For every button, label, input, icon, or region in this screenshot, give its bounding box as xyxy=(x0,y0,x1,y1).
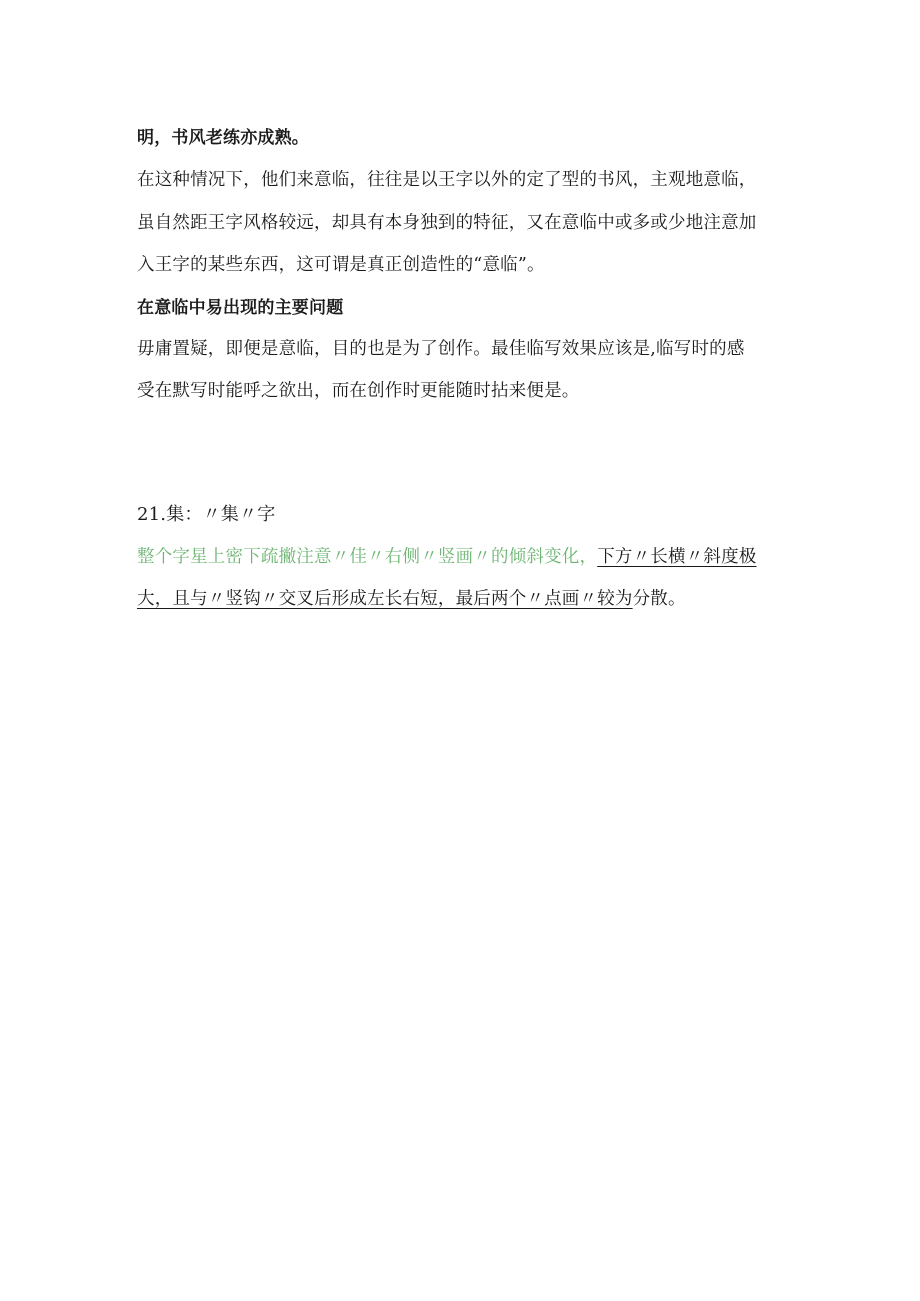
paragraph-line: 毋庸置疑，即便是意临，目的也是为了创作。最佳临写效果应该是,临写时的感 xyxy=(137,339,745,359)
paragraph-line: 虽自然距王字风格较远，却具有本身独到的特征，又在意临中或多或少地注意加 xyxy=(137,213,757,233)
underlined-text: 下方〃长横〃斜度极 xyxy=(597,547,757,567)
paragraph-line: 受在默写时能呼之欲出，而在创作时更能随时拈来便是。 xyxy=(137,381,580,401)
paragraph-line: 入王字的某些东西，这可谓是真正创造性的“意临”。 xyxy=(137,255,545,275)
item-title: 21.集：〃集〃字 xyxy=(137,504,276,525)
paragraph-line: 在这种情况下，他们来意临，往往是以王字以外的定了型的书风，主观地意临， xyxy=(137,170,757,190)
item-description-line-2 xyxy=(137,585,686,610)
section-heading: 在意临中易出现的主要问题 xyxy=(137,298,344,318)
underlined-text: 大，且与〃竖钩〃交叉后形成左长右短，最后两个〃点画〃较为 xyxy=(137,589,633,609)
plain-text: 分散。 xyxy=(632,589,686,609)
paragraph-heading-fragment: 明，书风老练亦成熟。 xyxy=(137,128,309,148)
highlighted-text: 整个字星上密下疏撇注意〃佳〃右侧〃竖画〃的倾斜变化， xyxy=(137,547,598,567)
item-description-line-1 xyxy=(137,543,757,568)
